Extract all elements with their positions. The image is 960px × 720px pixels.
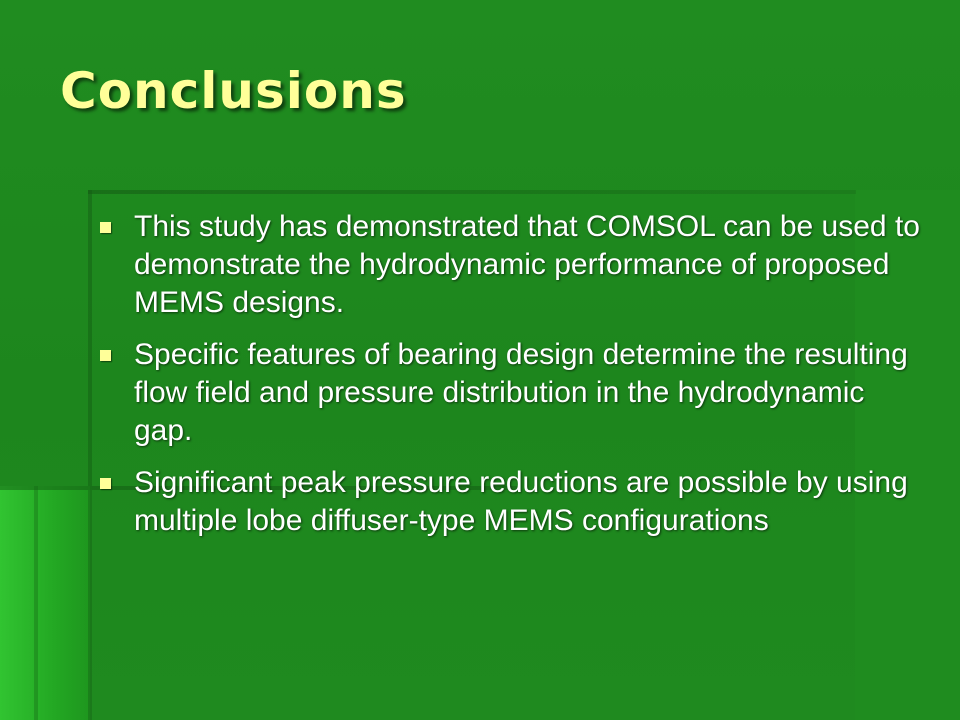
bullet-text: Specific features of bearing design determine the resulting flow field and pressure distribution in the hydrodynamic gap.	[134, 338, 908, 447]
bullet-text: Significant peak pressure reductions are possible by using multiple lobe diffuser-type MEMS configurations	[134, 466, 908, 537]
square-bullet-icon	[100, 350, 111, 361]
background-band-line-top	[88, 190, 856, 194]
bullet-item	[100, 464, 920, 540]
bullet-text: This study has demonstrated that COMSOL can be used to demonstrate the hydrodynamic performance of proposed MEMS designs.	[134, 210, 920, 319]
square-bullet-icon	[100, 222, 111, 233]
bullet-item	[100, 208, 920, 322]
square-bullet-icon	[100, 478, 111, 489]
bullet-item	[100, 336, 920, 450]
background-band-left-lower	[0, 486, 90, 720]
slide-title: Conclusions	[60, 62, 407, 120]
background-band-line-left	[88, 190, 92, 486]
background-band-edge	[34, 486, 38, 720]
bullet-list	[100, 208, 920, 554]
background-band-inner-edge	[88, 490, 92, 720]
